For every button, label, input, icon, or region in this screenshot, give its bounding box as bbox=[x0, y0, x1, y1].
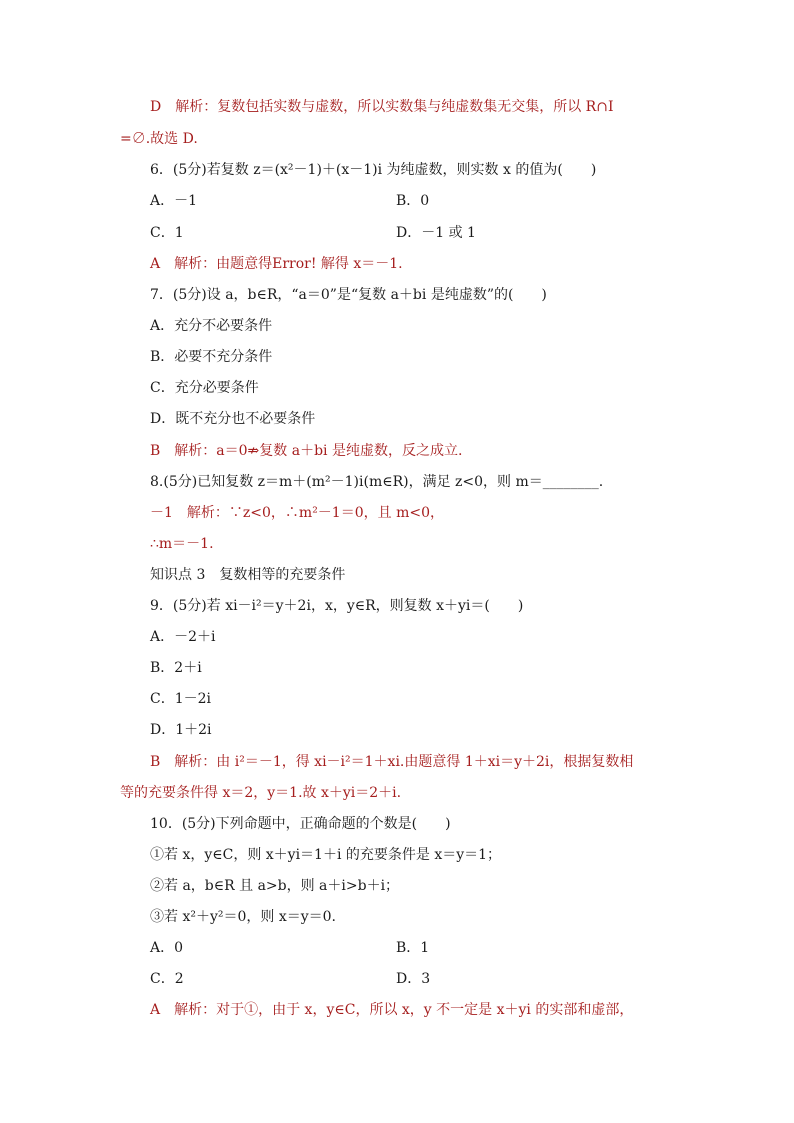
answer-9-line-2: 等的充要条件得 x＝2，y＝1.故 x＋yi＝2＋i. bbox=[120, 785, 402, 801]
option-10a: A．0 bbox=[150, 940, 184, 956]
option-9a: A．－2＋i bbox=[150, 629, 216, 645]
question-7: 7．(5分)设 a，b∈R，“a＝0”是“复数 a＋bi 是纯虚数”的( ) bbox=[150, 287, 547, 303]
answer-7: B 解析：a＝0⇏复数 a＋bi 是纯虚数，反之成立. bbox=[150, 443, 463, 459]
proposition-1: ①若 x，y∈C，则 x＋yi＝1＋i 的充要条件是 x＝y＝1； bbox=[150, 847, 502, 863]
option-7d: D．既不充分也不必要条件 bbox=[150, 411, 316, 427]
question-8: 8.(5分)已知复数 z＝m＋(m²－1)i(m∈R)，满足 z<0，则 m＝________. bbox=[150, 474, 604, 490]
answer-5-line-1: D 解析：复数包括实数与虚数，所以实数集与纯虚数集无交集，所以 R∩I bbox=[150, 99, 614, 115]
question-10: 10．(5分)下列命题中，正确命题的个数是( ) bbox=[150, 816, 451, 832]
proposition-2: ②若 a，b∈R 且 a>b，则 a＋i>b＋i； bbox=[150, 878, 400, 894]
option-9c: C．1－2i bbox=[150, 691, 212, 707]
option-7c: C．充分必要条件 bbox=[150, 380, 259, 396]
answer-8-line-1: －1 解析：∵z<0，∴m²－1＝0，且 m<0， bbox=[150, 505, 444, 521]
knowledge-point-3: 知识点 3 复数相等的充要条件 bbox=[150, 567, 346, 583]
option-10d: D．3 bbox=[396, 971, 431, 987]
option-7a: A．充分不必要条件 bbox=[150, 318, 273, 334]
option-9b: B．2＋i bbox=[150, 660, 202, 676]
option-6b: B．0 bbox=[396, 193, 430, 209]
question-9: 9．(5分)若 xi－i²＝y＋2i，x，y∈R，则复数 x＋yi＝( ) bbox=[150, 598, 524, 614]
option-10b: B．1 bbox=[396, 940, 430, 956]
option-6d: D．－1 或 1 bbox=[396, 225, 476, 241]
proposition-3: ③若 x²＋y²＝0，则 x＝y＝0. bbox=[150, 909, 336, 925]
answer-8-line-2: ∴m＝－1. bbox=[150, 536, 214, 552]
option-9d: D．1＋2i bbox=[150, 722, 212, 738]
option-6a: A．－1 bbox=[150, 193, 198, 209]
answer-5-line-2: =∅.故选 D. bbox=[120, 131, 198, 147]
answer-6: A 解析：由题意得Error! 解得 x＝－1. bbox=[150, 256, 403, 272]
answer-9-line-1: B 解析：由 i²＝－1，得 xi－i²＝1＋xi.由题意得 1＋xi＝y＋2i，根据复数相 bbox=[150, 754, 634, 770]
option-6c: C．1 bbox=[150, 225, 184, 241]
option-10c: C．2 bbox=[150, 971, 184, 987]
option-7b: B．必要不充分条件 bbox=[150, 349, 273, 365]
question-6: 6．(5分)若复数 z＝(x²－1)＋(x－1)i 为纯虚数，则实数 x 的值为( ) bbox=[150, 162, 597, 178]
answer-10: A 解析：对于①，由于 x，y∈C，所以 x，y 不一定是 x＋yi 的实部和虚部， bbox=[150, 1002, 634, 1018]
